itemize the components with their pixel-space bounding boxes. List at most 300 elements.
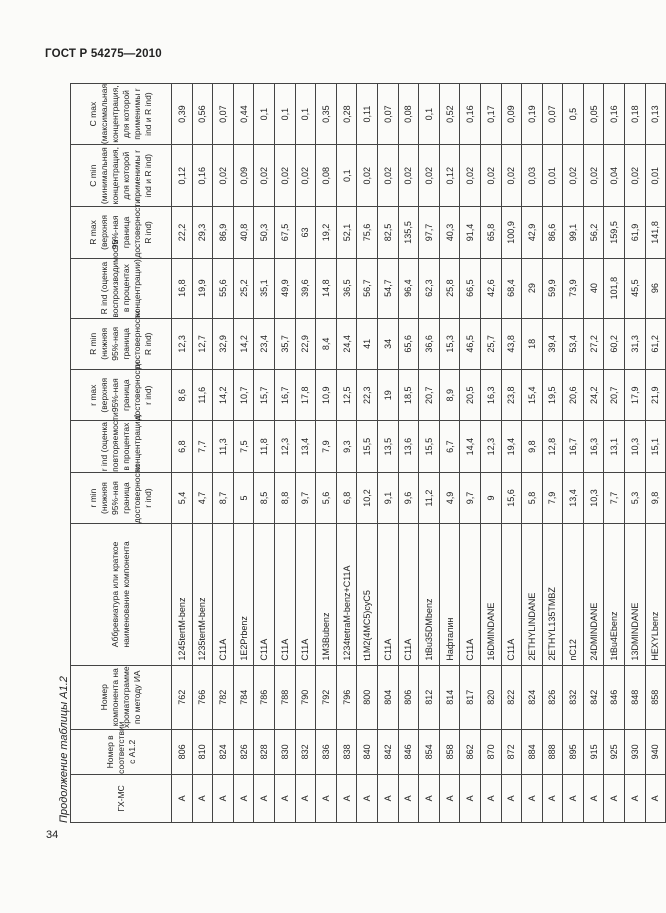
table-cell: 12,3 [480,421,501,472]
table-cell: 8,5 [254,472,275,523]
table-cell: 0,12 [439,145,460,207]
table-cell: 19 [377,370,398,421]
table-cell: 0,07 [213,84,234,145]
table-cell: 814 [439,665,460,729]
table-cell: 21,9 [645,370,666,421]
table-cell: 0,52 [439,84,460,145]
table-cell: 13DMINDANE [625,524,646,665]
table-cell: 45,5 [625,258,646,318]
table-row [295,84,316,823]
table-cell: 20,7 [604,370,625,421]
table-row [439,84,460,823]
table-cell: 159,5 [604,207,625,258]
rotated-table-container [70,83,661,823]
table-cell: 41 [357,318,378,369]
table-cell: 82,5 [377,207,398,258]
table-cell: 10,7 [233,370,254,421]
column-header: Номер в соответствии с А1.2 [71,729,172,774]
table-row [542,84,563,823]
table-cell: 832 [563,665,584,729]
table-cell: 22,3 [357,370,378,421]
table-cell: 27,2 [583,318,604,369]
table-cell: 5,3 [625,472,646,523]
table-cell: 9 [480,472,501,523]
table-cell: 40,8 [233,207,254,258]
table-cell: 0,1 [419,84,440,145]
table-cell: 10,3 [583,472,604,523]
table-cell: 11,3 [213,421,234,472]
table-cell: 858 [439,729,460,774]
table-cell: А [439,774,460,822]
table-cell: 61,2 [645,318,666,369]
table-cell: 10,9 [316,370,337,421]
table-cell: C11A [213,524,234,665]
table-cell: 2ETHYLINDANE [522,524,543,665]
table-cell: 0,02 [501,145,522,207]
table-cell: 0,12 [172,145,193,207]
table-cell: 0,02 [357,145,378,207]
table-cell: 22,2 [172,207,193,258]
table-cell: А [357,774,378,822]
table-cell: 0,05 [583,84,604,145]
table-cell: А [336,774,357,822]
table-cell: 8,9 [439,370,460,421]
table-cell: 29,3 [192,207,213,258]
table-cell: 50,3 [254,207,275,258]
table-cell: Нафталин [439,524,460,665]
table-cell: 884 [522,729,543,774]
table-cell: 806 [172,729,193,774]
column-header: r ind (оценка повторяемости в процентах концентрации) [71,421,172,472]
table-cell: 13,6 [398,421,419,472]
table-cell: 0,02 [254,145,275,207]
table-cell: 766 [192,665,213,729]
table-cell: C11A [254,524,275,665]
table-cell: C11A [377,524,398,665]
table-cell: 24DMINDANE [583,524,604,665]
table-cell: 0,02 [583,145,604,207]
table-cell: 42,6 [480,258,501,318]
table-cell: 0,56 [192,84,213,145]
table-cell: 13,5 [377,421,398,472]
table-cell: 9,1 [377,472,398,523]
table-cell: 23,4 [254,318,275,369]
table-cell: 8,7 [213,472,234,523]
table-cell: 99,1 [563,207,584,258]
table-cell: 0,13 [645,84,666,145]
table-cell: 16DMINDANE [480,524,501,665]
column-header: Аббревиатура или краткое наименование компонента [71,524,172,665]
table-cell: 0,11 [357,84,378,145]
table-cell: 0,09 [233,145,254,207]
table-cell: А [645,774,666,822]
table-cell: 806 [398,665,419,729]
table-cell: 9,8 [645,472,666,523]
table-cell: А [563,774,584,822]
table-cell: 940 [645,729,666,774]
table-cell: 96 [645,258,666,318]
document-header: ГОСТ Р 54275—2010 [45,48,162,60]
table-cell: 55,6 [213,258,234,318]
table-cell: 0,03 [522,145,543,207]
table-cell: 14,2 [213,370,234,421]
table-cell: 5,6 [316,472,337,523]
table-cell: 52,1 [336,207,357,258]
table-cell: 11,6 [192,370,213,421]
table-cell: C11A [460,524,481,665]
table-cell: 0,02 [419,145,440,207]
table-cell: t1M2(4MC5)cyC5 [357,524,378,665]
table-cell: 830 [274,729,295,774]
table-cell: 0,02 [480,145,501,207]
table-cell: А [254,774,275,822]
table-cell: А [274,774,295,822]
table-cell: 762 [172,665,193,729]
column-header: C max (максимальная концентрация, для которой применимы r ind и R ind) [71,84,172,145]
table-cell: 20,5 [460,370,481,421]
table-cell: А [398,774,419,822]
table-cell: 54,7 [377,258,398,318]
table-cell: 19,5 [542,370,563,421]
column-header: R min (нижняя 95%-ная граница достоверности R ind) [71,318,172,369]
table-cell: 1E2Prbenz [233,524,254,665]
table-cell: 1M3Bubenz [316,524,337,665]
table-cell: 790 [295,665,316,729]
table-cell: 888 [542,729,563,774]
table-cell: 840 [357,729,378,774]
table-cell: 0,04 [604,145,625,207]
table-cell: А [522,774,543,822]
table-cell: 872 [501,729,522,774]
table-cell: А [295,774,316,822]
table-cell: 0,08 [316,145,337,207]
table-row [583,84,604,823]
table-cell: 65,8 [480,207,501,258]
table-cell: 9,3 [336,421,357,472]
table-cell: 870 [480,729,501,774]
table-cell: 6,7 [439,421,460,472]
table-cell: 0,07 [542,84,563,145]
table-cell: 20,6 [563,370,584,421]
table-cell: 46,5 [460,318,481,369]
table-cell: 14,2 [233,318,254,369]
table-cell: 0,17 [480,84,501,145]
table-row [563,84,584,823]
table-cell: 62,3 [419,258,440,318]
table-cell: А [316,774,337,822]
table-cell: 846 [604,665,625,729]
table-row [233,84,254,823]
table-cell: 86,9 [213,207,234,258]
table-cell: 14,8 [316,258,337,318]
table-cell: 7,9 [316,421,337,472]
table-cell: 12,5 [336,370,357,421]
table-cell: 17,9 [625,370,646,421]
table-cell: 0,16 [604,84,625,145]
table-cell: 836 [316,729,337,774]
table-cell: 0,35 [316,84,337,145]
table-cell: 930 [625,729,646,774]
table-cell: 15,6 [501,472,522,523]
table-cell: 14,4 [460,421,481,472]
table-cell: 0,5 [563,84,584,145]
table-cell: 4,9 [439,472,460,523]
table-cell: 65,6 [398,318,419,369]
table-cell: 848 [625,665,646,729]
table-cell: 788 [274,665,295,729]
table-cell: 10,3 [625,421,646,472]
table-cell: 832 [295,729,316,774]
table-cell: 0,02 [377,145,398,207]
table-cell: 838 [336,729,357,774]
table-row [213,84,234,823]
table-cell: 0,44 [233,84,254,145]
table-cell: 17,8 [295,370,316,421]
table-cell: 16,8 [172,258,193,318]
table-cell: 56,7 [357,258,378,318]
table-cell: А [542,774,563,822]
table-cell: 828 [254,729,275,774]
table-cell: 18 [522,318,543,369]
table-cell: 822 [501,665,522,729]
table-row [522,84,543,823]
table-cell: А [604,774,625,822]
table-cell: 0,18 [625,84,646,145]
table-cell: 12,3 [274,421,295,472]
table-cell: 8,4 [316,318,337,369]
table-cell: 7,5 [233,421,254,472]
table-cell: 59,9 [542,258,563,318]
table-cell: 9,8 [522,421,543,472]
table-cell: 39,4 [542,318,563,369]
table-cell: 18,5 [398,370,419,421]
table-cell: 796 [336,665,357,729]
table-cell: 25,2 [233,258,254,318]
table-cell: 0,16 [460,84,481,145]
table-row [254,84,275,823]
table-cell: А [583,774,604,822]
table-cell: 1235tertM-benz [192,524,213,665]
table-cell: 826 [542,665,563,729]
table-cell: 53,4 [563,318,584,369]
column-header: ГХ-МС [71,774,172,822]
table-cell: 66,5 [460,258,481,318]
table-cell: 23,8 [501,370,522,421]
table-cell: 784 [233,665,254,729]
table-cell: 5 [233,472,254,523]
table-cell: 36,6 [419,318,440,369]
table-cell: 804 [377,665,398,729]
table-cell: HEXYLbenz [645,524,666,665]
table-cell: 0,01 [542,145,563,207]
table-cell: 73,9 [563,258,584,318]
table-cell: 68,4 [501,258,522,318]
table-cell: 24,4 [336,318,357,369]
table-cell: 0,1 [336,145,357,207]
table-row [316,84,337,823]
table-cell: 0,01 [645,145,666,207]
table-cell: А [377,774,398,822]
table-cell: 7,7 [192,421,213,472]
table-cell: 786 [254,665,275,729]
table-cell: 24,2 [583,370,604,421]
table-cell: 0,02 [460,145,481,207]
table-cell: 16,7 [563,421,584,472]
table-cell: 782 [213,665,234,729]
table-cell: 13,1 [604,421,625,472]
table-cell: 10,2 [357,472,378,523]
table-cell: 91,4 [460,207,481,258]
table-cell: 0,1 [295,84,316,145]
table-cell: 824 [522,665,543,729]
table-cell: 43,8 [501,318,522,369]
table-cell: 800 [357,665,378,729]
table-cell: 56,2 [583,207,604,258]
table-cell: А [233,774,254,822]
table-row [274,84,295,823]
table-cell: 101,8 [604,258,625,318]
table-cell: 75,6 [357,207,378,258]
table-cell: 61,9 [625,207,646,258]
table-row [336,84,357,823]
table-cell: 0,02 [213,145,234,207]
column-header: C min (минимальная концентрация, для которой применимы r ind и R ind) [71,145,172,207]
table-row [460,84,481,823]
table-cell: 63 [295,207,316,258]
table-cell: А [172,774,193,822]
table-cell: 1245tertM-benz [172,524,193,665]
table-caption: Продолжение таблицы А1.2 [58,676,70,823]
table-cell: 15,7 [254,370,275,421]
table-cell: 97,7 [419,207,440,258]
table-row [192,84,213,823]
table-cell: 25,8 [439,258,460,318]
table-cell: 15,3 [439,318,460,369]
table-cell: 100,9 [501,207,522,258]
table-cell: 915 [583,729,604,774]
table-cell: 25,7 [480,318,501,369]
table-header-row [71,84,172,823]
table-cell: 60,2 [604,318,625,369]
table-cell: 19,9 [192,258,213,318]
table-cell: 20,7 [419,370,440,421]
table-cell: 2ETHYL135TMBZ [542,524,563,665]
table-cell: 9,7 [295,472,316,523]
table-cell: 13,4 [563,472,584,523]
table-cell: 16,3 [480,370,501,421]
table-cell: 15,5 [357,421,378,472]
table-row [357,84,378,823]
table-cell: 824 [213,729,234,774]
table-cell: 39,6 [295,258,316,318]
table-cell: 0,08 [398,84,419,145]
table-cell: 5,4 [172,472,193,523]
table-cell: 6,8 [172,421,193,472]
table-cell: 817 [460,665,481,729]
table-cell: 1tBu35DMbenz [419,524,440,665]
table-body [172,84,666,823]
table-cell: А [501,774,522,822]
table-cell: 810 [192,729,213,774]
table-cell: 42,9 [522,207,543,258]
table-cell: 7,9 [542,472,563,523]
table-cell: 16,3 [583,421,604,472]
table-cell: 19,2 [316,207,337,258]
table-cell: 925 [604,729,625,774]
table-row [501,84,522,823]
table-cell: 820 [480,665,501,729]
table-cell: 22,9 [295,318,316,369]
table-cell: 11,8 [254,421,275,472]
table-cell: 40 [583,258,604,318]
table-cell: 15,5 [419,421,440,472]
table-cell: 32,9 [213,318,234,369]
table-cell: nC12 [563,524,584,665]
table-cell: 895 [563,729,584,774]
table-cell: 0,02 [625,145,646,207]
table-cell: 40,3 [439,207,460,258]
table-row [172,84,193,823]
page-number: 34 [46,829,59,841]
table-row [480,84,501,823]
table-cell: 0,02 [295,145,316,207]
table-cell: А [460,774,481,822]
table-row [419,84,440,823]
table-cell: 36,5 [336,258,357,318]
table-row [604,84,625,823]
table-cell: 0,39 [172,84,193,145]
table-cell: 0,09 [501,84,522,145]
table-cell: 9,7 [460,472,481,523]
column-header: R ind (оценка воспроизводимости в процентах концентрации) [71,258,172,318]
table-cell: 0,28 [336,84,357,145]
table-cell: 826 [233,729,254,774]
data-table [70,83,666,823]
table-cell: 812 [419,665,440,729]
table-cell: 15,1 [645,421,666,472]
table-cell: 1234tetraM-benz+C11A [336,524,357,665]
table-cell: C11A [501,524,522,665]
table-cell: 854 [419,729,440,774]
table-cell: 16,7 [274,370,295,421]
column-header: r min (нижняя 95%-ная граница достоверности r ind) [71,472,172,523]
table-cell: А [213,774,234,822]
table-cell: 135,5 [398,207,419,258]
table-cell: 9,6 [398,472,419,523]
table-cell: 8,8 [274,472,295,523]
table-cell: 34 [377,318,398,369]
table-cell: 12,3 [172,318,193,369]
table-cell: C11A [274,524,295,665]
table-cell: 4,7 [192,472,213,523]
table-cell: 842 [583,665,604,729]
table-row [377,84,398,823]
table-cell: 0,1 [274,84,295,145]
table-cell: 49,9 [274,258,295,318]
table-cell: 0,02 [563,145,584,207]
table-cell: 35,7 [274,318,295,369]
table-cell: 35,1 [254,258,275,318]
table-cell: 842 [377,729,398,774]
table-cell: 12,8 [542,421,563,472]
table-cell: 86,6 [542,207,563,258]
table-cell: 0,02 [274,145,295,207]
table-cell: 0,19 [522,84,543,145]
table-cell: C11A [398,524,419,665]
table-cell: C11A [295,524,316,665]
table-cell: 8,6 [172,370,193,421]
table-cell: 792 [316,665,337,729]
